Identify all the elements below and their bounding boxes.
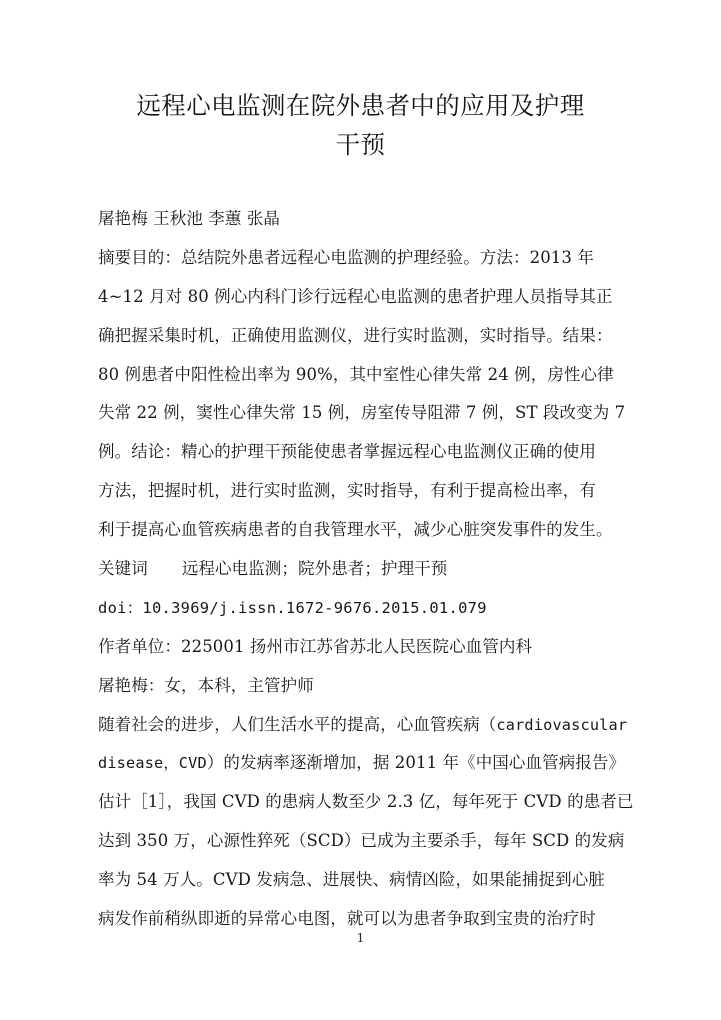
doi-label: doi： [98,598,143,617]
doi-row [98,589,622,628]
abstract-line: 80 例患者中阳性检出率为 90%，其中室性心律失常 24 例，房性心律 [98,364,614,384]
intro-line [98,706,628,745]
page-title [98,86,623,164]
intro-line: 估计［1］，我国 CVD 的患病人数至少 2.3 亿，每年死于 CVD 的患者已 [98,792,634,812]
intro-segment: ）的发病率逐渐增加，据 2011 年《中国心血管病报告》 [206,753,626,773]
intro-segment-latin: cardiovascular [496,715,628,734]
keywords-label: 关键词 [98,559,148,579]
page-number: 1 [356,930,365,945]
intro-segment: 随着社会的进步，人们生活水平的提高，心血管疾病（ [98,714,497,734]
keywords-row [98,550,622,589]
doi-value: 10.3969/j.issn.1672-9676.2015.01.079 [142,598,487,617]
intro-line: 达到 350 万，心源性猝死（SCD）已成为主要杀手，每年 SCD 的发病 [98,831,625,851]
intro-line [98,744,626,783]
affiliation: 作者单位：225001 扬州市江苏省苏北人民医院心血管内科 [98,636,533,656]
title-line-1: 远程心电监测在院外患者中的应用及护理 [136,91,585,120]
keywords-value: 远程心电监测；院外患者；护理干预 [181,559,448,579]
abstract-line: 摘要目的：总结院外患者远程心电监测的护理经验。方法：2013 年 [98,247,594,267]
abstract-line: 例。结论：精心的护理干预能使患者掌握远程心电监测仪正确的使用 [98,442,596,462]
abstract-line: 4~12 月对 80 例心内科门诊行远程心电监测的患者护理人员指导其正 [98,286,613,306]
author-list: 屠艳梅 王秋池 李蕙 张晶 [98,209,281,228]
abstract-line: 利于提高心血管疾病患者的自我管理水平，减少心脏突发事件的发生。 [98,520,613,540]
intro-line: 病发作前稍纵即逝的异常心电图，就可以为患者争取到宝贵的治疗时 [98,909,596,929]
title-line-2: 干预 [335,130,386,159]
abstract-line: 确把握采集时机，正确使用监测仪，进行实时监测，实时指导。结果： [98,325,613,345]
abstract-line: 方法，把握时机，进行实时监测，实时指导，有利于提高检出率，有 [98,481,596,501]
intro-line: 率为 54 万人。CVD 发病急、进展快、病情凶险，如果能捕捉到心脏 [98,870,605,890]
author-bio: 屠艳梅：女，本科，主管护师 [98,675,314,695]
abstract-line: 失常 22 例，窦性心律失常 15 例，房室传导阻滞 7 例，ST 段改变为 7 [98,403,626,423]
body-column [98,200,634,939]
intro-segment-latin: disease，CVD [98,754,207,773]
